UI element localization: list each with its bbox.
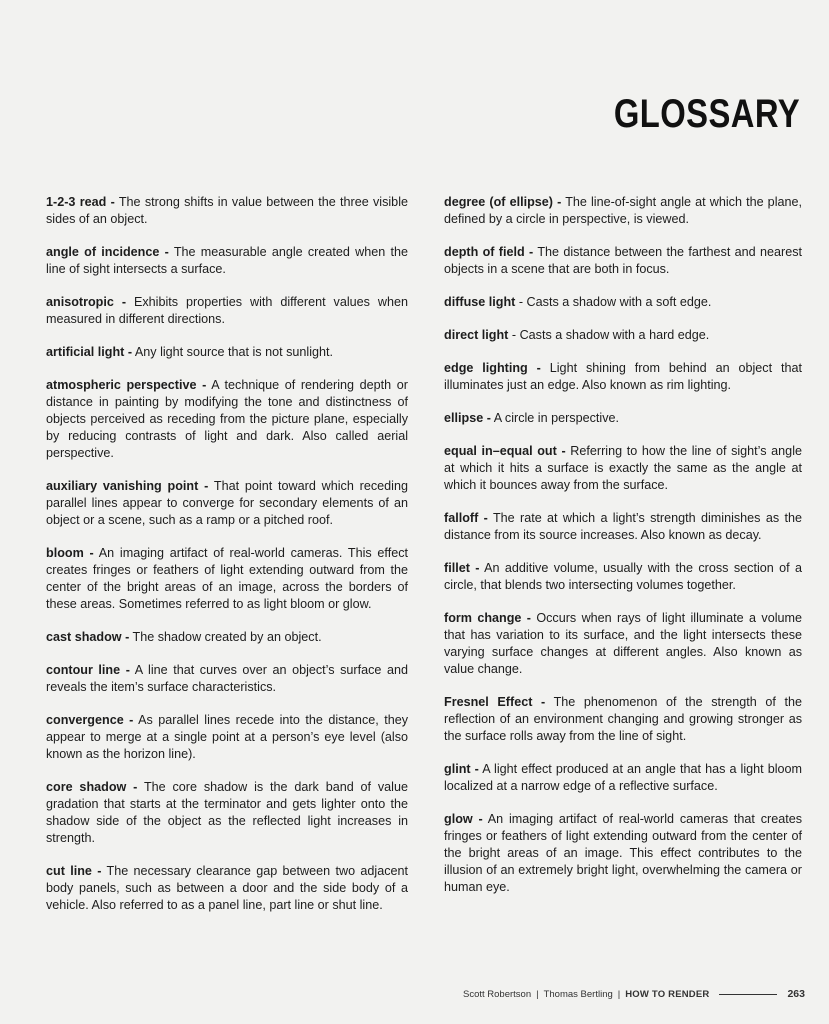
glossary-definition: Occurs when rays of light illuminate a volume that has variation to its surface, and the light intersects these varying surface changes at different angles. Also known as value change. bbox=[444, 611, 802, 676]
glossary-term: degree (of ellipse) - bbox=[444, 195, 562, 209]
glossary-term: cast shadow - bbox=[46, 630, 130, 644]
glossary-entry bbox=[46, 294, 408, 328]
glossary-definition: Exhibits properties with different values when measured in different directions. bbox=[46, 295, 408, 326]
glossary-entry bbox=[444, 294, 802, 311]
glossary-entry bbox=[444, 327, 802, 344]
glossary-entry bbox=[46, 662, 408, 696]
footer-author: Scott Robertson bbox=[463, 988, 532, 1000]
glossary-entry bbox=[46, 478, 408, 529]
page-footer bbox=[463, 988, 805, 1000]
glossary-definition: Any light source that is not sunlight. bbox=[132, 345, 333, 359]
glossary-definition: A line that curves over an object’s surface and reveals the item’s surface characteristics. bbox=[46, 663, 408, 694]
glossary-definition: The strong shifts in value between the three visible sides of an object. bbox=[46, 195, 408, 226]
glossary-definition: The distance between the farthest and nearest objects in a scene that are both in focus. bbox=[444, 245, 802, 276]
glossary-definition: An imaging artifact of real-world cameras. This effect creates fringes or feathers of light extending outward from the center of the bright areas of an image, across the borders of these areas. Sometimes referred to as light bloom or glow. bbox=[46, 546, 408, 611]
glossary-entry bbox=[444, 761, 802, 795]
glossary-definition: The shadow created by an object. bbox=[129, 630, 322, 644]
glossary-term: angle of incidence - bbox=[46, 245, 169, 259]
glossary-term: falloff - bbox=[444, 511, 488, 525]
glossary-definition: A circle in perspective. bbox=[490, 411, 620, 425]
glossary-entry bbox=[46, 194, 408, 228]
glossary-term: fillet - bbox=[444, 561, 480, 575]
footer-separator: | bbox=[536, 988, 539, 1000]
footer-book-title: HOW TO RENDER bbox=[625, 988, 710, 1000]
glossary-entry bbox=[46, 244, 408, 278]
glossary-term: atmospheric perspective - bbox=[46, 378, 207, 392]
glossary-term: core shadow - bbox=[46, 780, 138, 794]
glossary-term: artificial light - bbox=[46, 345, 133, 359]
glossary-term: ellipse - bbox=[444, 411, 491, 425]
glossary-term: auxiliary vanishing point - bbox=[46, 479, 209, 493]
glossary-entry bbox=[46, 863, 408, 914]
glossary-term: edge lighting - bbox=[444, 361, 541, 375]
glossary-entry bbox=[444, 610, 802, 678]
glossary-definition: A technique of rendering depth or distance in painting by modifying the tone and distinctness of objects perceived as receding from the picture plane, especially by reducing contrasts of light and dark. Also called aerial perspective. bbox=[46, 378, 408, 460]
glossary-term: form change - bbox=[444, 611, 531, 625]
glossary-entry bbox=[46, 377, 408, 462]
glossary-term: glint - bbox=[444, 762, 479, 776]
glossary-definition: - Casts a shadow with a hard edge. bbox=[508, 328, 710, 342]
glossary-entry bbox=[444, 244, 802, 278]
glossary-definition: - Casts a shadow with a soft edge. bbox=[515, 295, 712, 309]
glossary-entry bbox=[444, 510, 802, 544]
glossary-entry bbox=[444, 694, 802, 745]
glossary-entry bbox=[444, 194, 802, 228]
footer-rule bbox=[719, 994, 777, 995]
glossary-entry bbox=[444, 443, 802, 494]
glossary-entry bbox=[444, 360, 802, 394]
glossary-column-right bbox=[444, 194, 802, 912]
glossary-entry bbox=[444, 560, 802, 594]
glossary-definition: The core shadow is the dark band of value gradation that starts at the terminator and gets lighter onto the shadow side of the object as the reflected light increases in strength. bbox=[46, 780, 408, 845]
glossary-term: 1-2-3 read - bbox=[46, 195, 115, 209]
glossary-definition: That point toward which receding parallel lines appear to converge for secondary elements of an object or a scene, such as a ramp or a pitched roof. bbox=[46, 479, 408, 527]
footer-author: Thomas Bertling bbox=[543, 988, 613, 1000]
glossary-entry bbox=[46, 344, 408, 361]
glossary-entry bbox=[444, 811, 802, 896]
glossary-definition: As parallel lines recede into the distance, they appear to merge at a single point at a person’s eye level (also known as the horizon line). bbox=[46, 713, 408, 761]
glossary-definition: Light shining from behind an object that illuminates just an edge. Also known as rim lighting. bbox=[444, 361, 802, 392]
glossary-term: contour line - bbox=[46, 663, 130, 677]
glossary-entry bbox=[444, 410, 802, 427]
glossary-term: convergence - bbox=[46, 713, 134, 727]
glossary-term: glow - bbox=[444, 812, 483, 826]
glossary-entry bbox=[46, 779, 408, 847]
footer-separator: | bbox=[617, 988, 621, 1000]
page-number: 263 bbox=[787, 988, 805, 1000]
glossary-term: direct light bbox=[444, 328, 509, 342]
glossary-definition: The measurable angle created when the line of sight intersects a surface. bbox=[46, 245, 408, 276]
glossary-term: depth of field - bbox=[444, 245, 534, 259]
glossary-column-left bbox=[46, 194, 408, 930]
glossary-term: bloom - bbox=[46, 546, 94, 560]
glossary-definition: An imaging artifact of real-world cameras that creates fringes or feathers of light extending outward from the center of the bright areas of an image. This effect contributes to the illusion of an extremely bright light, overwhelming the camera or human eye. bbox=[444, 812, 803, 894]
glossary-entry bbox=[46, 629, 408, 646]
glossary-definition: Referring to how the line of sight’s angle at which it hits a surface is exactly the same as the angle at which it bounces away from the surface. bbox=[444, 444, 802, 492]
glossary-term: anisotropic - bbox=[46, 295, 127, 309]
glossary-term: cut line - bbox=[46, 864, 102, 878]
glossary-definition: A light effect produced at an angle that has a light bloom localized at a narrow edge of a reflective surface. bbox=[444, 762, 803, 793]
glossary-definition: The necessary clearance gap between two adjacent body panels, such as between a door and the side body of a vehicle. Also referred to as a panel line, part line or shut line. bbox=[46, 864, 409, 912]
glossary-definition: An additive volume, usually with the cross section of a circle, that blends two intersecting volumes together. bbox=[444, 561, 802, 592]
glossary-definition: The line-of-sight angle at which the plane, defined by a circle in perspective, is viewed. bbox=[444, 195, 802, 226]
glossary-entry bbox=[46, 712, 408, 763]
glossary-entry bbox=[46, 545, 408, 613]
glossary-term: diffuse light bbox=[444, 295, 516, 309]
glossary-term: equal in–equal out - bbox=[444, 444, 566, 458]
page-title: GLOSSARY bbox=[613, 92, 800, 136]
glossary-definition: The phenomenon of the strength of the reflection of an environment changing and growing stronger as the surface rolls away from the line of sight. bbox=[444, 695, 802, 743]
glossary-term: Fresnel Effect - bbox=[444, 695, 546, 709]
glossary-definition: The rate at which a light’s strength diminishes as the distance from its source increases. Also known as decay. bbox=[444, 511, 802, 542]
